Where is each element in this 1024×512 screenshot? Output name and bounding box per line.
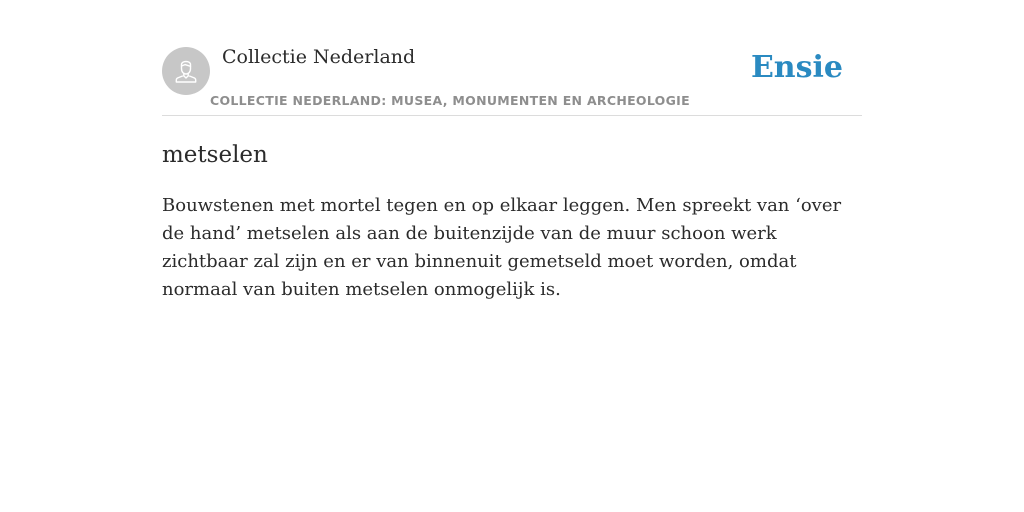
author-name[interactable]: Collectie Nederland [222,46,416,68]
user-silhouette-icon [171,56,201,86]
source-label[interactable]: COLLECTIE NEDERLAND: MUSEA, MONUMENTEN EN ARCHEOLOGIE [210,93,690,108]
entry-header [162,40,862,116]
entry-card [162,40,862,304]
entry-definition: Bouwstenen met mortel tegen en op elkaar leggen. Men spreekt van ‘over de hand’ metselen als aan de buitenzijde van de muur schoon werk zichtbaar zal zijn en er van binnenuit gemetseld moet worden, omdat normaal van buiten metselen onmogelijk is. [162,195,842,300]
entry-term: metselen [162,142,268,168]
brand-logo[interactable]: Ensie [750,50,843,85]
author-avatar[interactable] [162,47,210,95]
